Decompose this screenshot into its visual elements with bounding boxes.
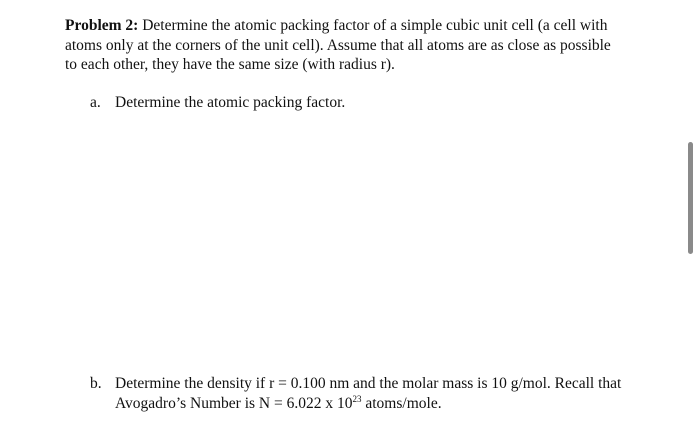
scrollbar-thumb[interactable] xyxy=(688,142,693,254)
part-b-marker: b. xyxy=(90,375,102,392)
problem-line-2: atoms only at the corners of the unit cell). Assume that all atoms are as close as possible xyxy=(65,36,611,54)
part-b-line-2 xyxy=(115,394,621,414)
part-b-line-2-post: atoms/mole. xyxy=(361,394,442,412)
problem-line-1 xyxy=(65,16,665,36)
part-b-text xyxy=(115,374,621,413)
problem-label: Problem 2: xyxy=(65,17,139,34)
part-b-line-1: Determine the density if r = 0.100 nm and the molar mass is 10 g/mol. Recall that xyxy=(115,375,622,392)
problem-text-1: Determine the atomic packing factor of a simple cubic unit cell (a cell with xyxy=(138,17,608,34)
avogadro-exponent: 23 xyxy=(352,393,362,404)
part-a-text: Determine the atomic packing factor. xyxy=(115,94,346,111)
part-b-line-2-pre: Avogadro’s Number is N = 6.022 x 10 xyxy=(115,394,353,412)
problem-line-3: to each other, they have the same size (with radius r). xyxy=(65,56,395,73)
problem-statement xyxy=(65,16,665,75)
part-a-marker: a. xyxy=(90,94,101,111)
